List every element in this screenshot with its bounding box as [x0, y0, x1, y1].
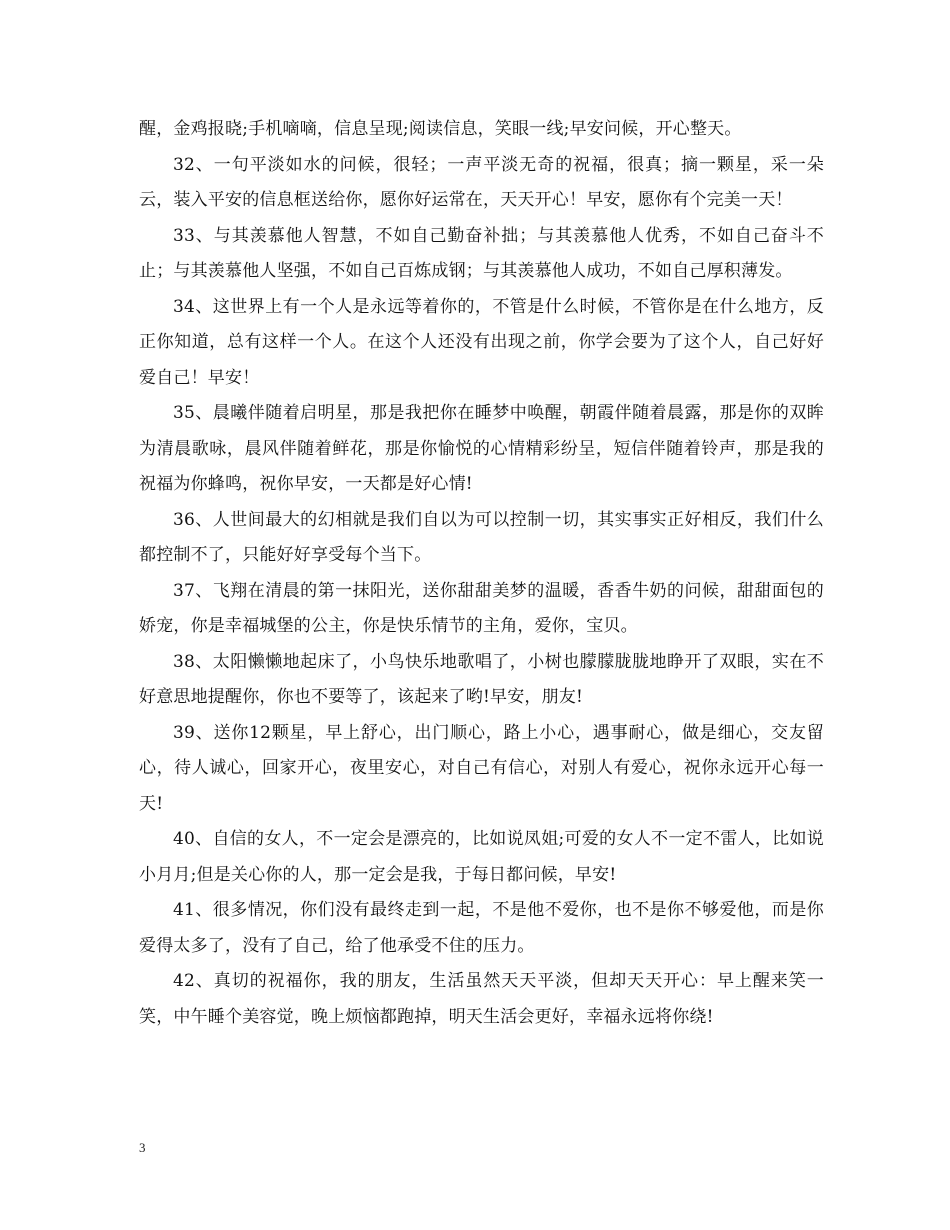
paragraph-41: 41、很多情况，你们没有最终走到一起，不是他不爱你，也不是你不够爱他，而是你爱得太多了，没有了自己，给了他承受不住的压力。: [139, 900, 824, 956]
paragraph-32: 32、一句平淡如水的问候，很轻；一声平淡无奇的祝福，很真；摘一颗星，采一朵云，装入平安的信息框送给你，愿你好运常在，天天开心！早安，愿你有个完美一天！: [139, 154, 824, 210]
page-number: 3: [139, 1140, 146, 1155]
paragraph-39: 39、送你12颗星，早上舒心，出门顺心，路上小心，遇事耐心，做是细心，交友留心，待人诚心，回家开心，夜里安心，对自己有信心，对别人有爱心，祝你永远开心每一天!: [139, 722, 824, 814]
document-body: [139, 112, 824, 1035]
paragraph-34: 34、这世界上有一个人是永远等着你的，不管是什么时候，不管你是在什么地方，反正你知道，总有这样一个人。在这个人还没有出现之前，你学会要为了这个人，自己好好爱自己！早安！: [139, 296, 824, 388]
paragraph-38: 38、太阳懒懒地起床了，小鸟快乐地歌唱了，小树也朦朦胧胧地睁开了双眼，实在不好意思地提醒你，你也不要等了，该起来了哟!早安，朋友!: [139, 651, 824, 707]
paragraph-40: 40、自信的女人，不一定会是漂亮的，比如说凤姐;可爱的女人不一定不雷人，比如说小月月;但是关心你的人，那一定会是我，于每日都问候，早安!: [139, 829, 824, 885]
paragraph-37: 37、飞翔在清晨的第一抹阳光，送你甜甜美梦的温暖，香香牛奶的问候，甜甜面包的娇宠，你是幸福城堡的公主，你是快乐情节的主角，爱你，宝贝。: [139, 580, 824, 636]
paragraph-33: 33、与其羡慕他人智慧，不如自己勤奋补拙；与其羡慕他人优秀，不如自己奋斗不止；与其羡慕他人坚强，不如自己百炼成钢；与其羡慕他人成功，不如自己厚积薄发。: [139, 225, 824, 281]
paragraph-36: 36、人世间最大的幻相就是我们自以为可以控制一切，其实事实正好相反，我们什么都控制不了，只能好好享受每个当下。: [139, 509, 824, 565]
paragraph-42: 42、真切的祝福你，我的朋友，生活虽然天天平淡，但却天天开心：早上醒来笑一笑，中午睡个美容觉，晚上烦恼都跑掉，明天生活会更好，幸福永远将你绕!: [139, 971, 824, 1027]
paragraph-35: 35、晨曦伴随着启明星，那是我把你在睡梦中唤醒，朝霞伴随着晨露，那是你的双眸为清晨歌咏，晨风伴随着鲜花，那是你愉悦的心情精彩纷呈，短信伴随着铃声，那是我的祝福为你蜂鸣，祝你早安，一天都是好心情!: [139, 403, 824, 494]
paragraph-continued: 醒，金鸡报晓;手机嘀嘀，信息呈现;阅读信息，笑眼一线;早安问候，开心整天。: [139, 119, 742, 139]
